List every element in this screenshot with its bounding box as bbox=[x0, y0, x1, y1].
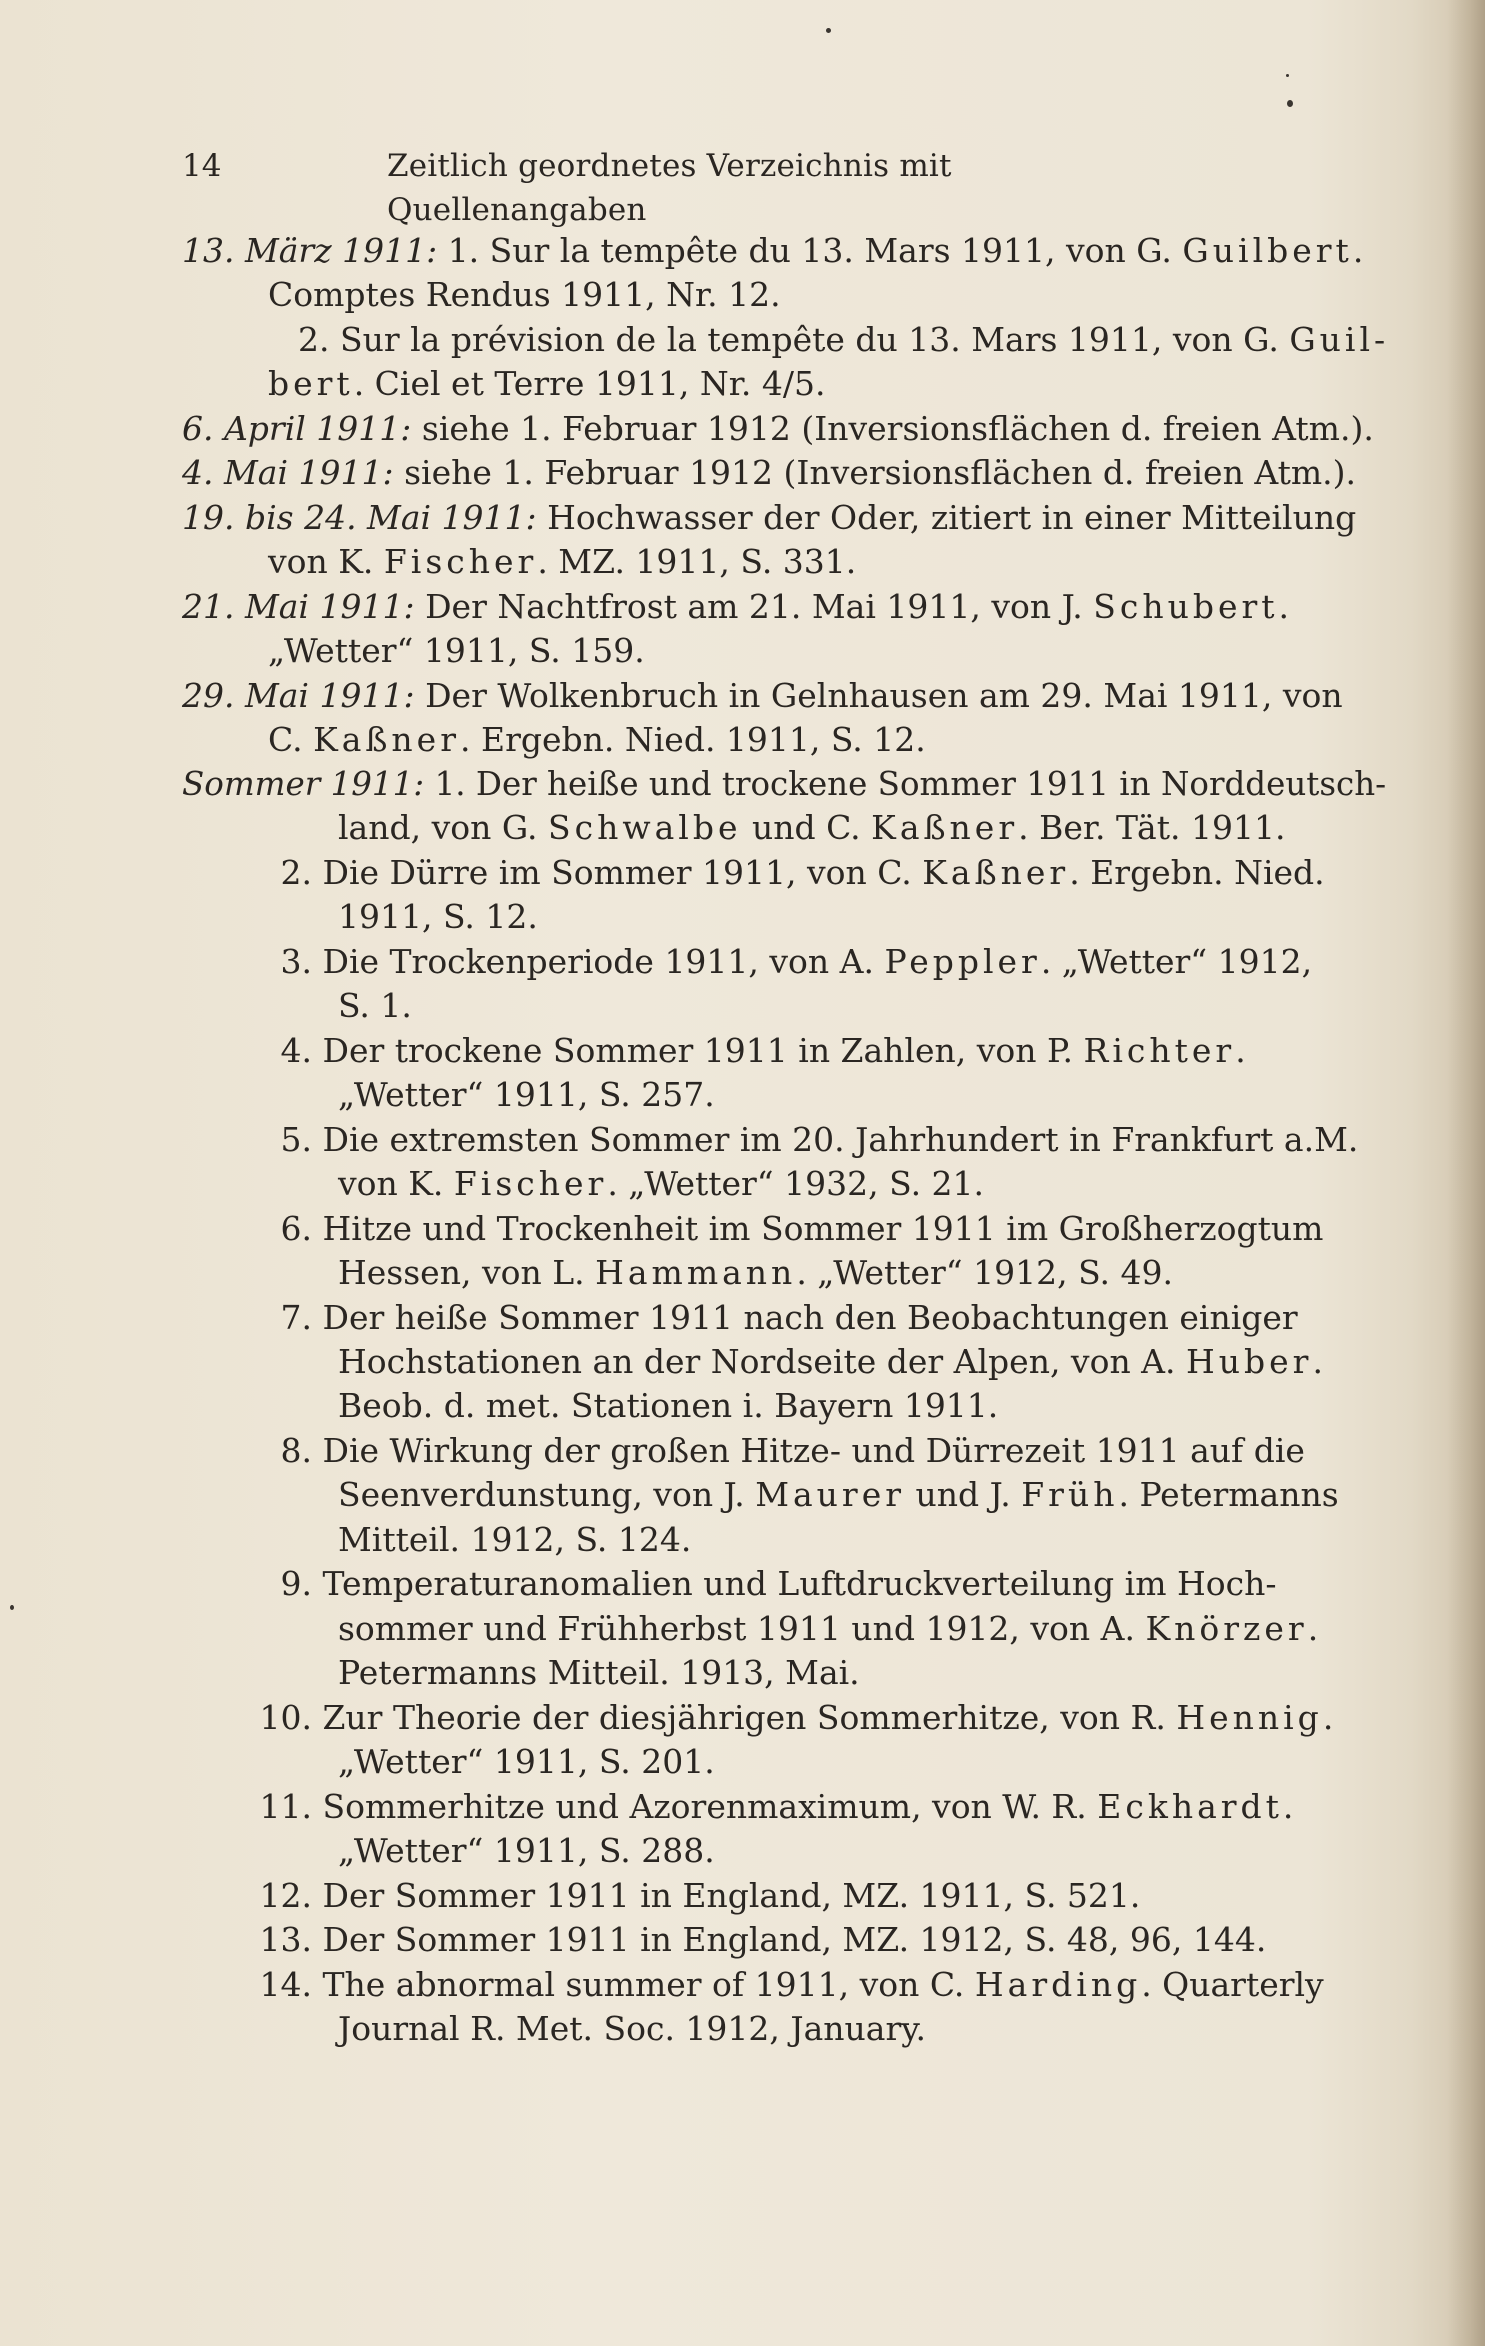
entry-date: 6. April 1911: bbox=[182, 409, 412, 448]
entry-text: Journal R. Met. Soc. 1912, January. bbox=[338, 2009, 926, 2048]
page-number: 14 bbox=[182, 148, 222, 184]
sommer-item-2-line2 bbox=[338, 895, 538, 939]
entry-text: land, von G. bbox=[338, 808, 549, 847]
entry-text: . Ciel et Terre 1911, Nr. 4/5. bbox=[353, 364, 826, 403]
item-number: 6. bbox=[280, 1209, 312, 1248]
entry-sommer-line1 bbox=[182, 762, 1386, 806]
author-name: Kaßner bbox=[313, 720, 460, 759]
entry-text: . „Wetter“ 1912, S. 49. bbox=[796, 1253, 1174, 1292]
entry-date: 13. März 1911: bbox=[182, 231, 438, 270]
sommer-item-5-line2 bbox=[338, 1162, 984, 1206]
sommer-item-7-line2 bbox=[338, 1340, 1323, 1384]
author-name: Knörzer bbox=[1145, 1609, 1308, 1648]
sommer-item-11-line1 bbox=[250, 1785, 1293, 1829]
item-number: 7. bbox=[280, 1298, 312, 1337]
sommer-item-6-line2 bbox=[338, 1251, 1173, 1295]
entry-text: Der Sommer 1911 in England, MZ. 1912, S. 48, 96, 144. bbox=[322, 1920, 1267, 1959]
item-number: 10. bbox=[259, 1698, 312, 1737]
entry-text: . Ber. Tät. 1911. bbox=[1018, 808, 1286, 847]
entry-text: 1. Sur la tempête du 13. Mars 1911, von G. bbox=[447, 231, 1183, 270]
item-number: 8. bbox=[280, 1431, 312, 1470]
sommer-item-9-line2 bbox=[338, 1607, 1318, 1651]
page-edge-shadow bbox=[1447, 0, 1485, 2346]
entry-text: „Wetter“ 1911, S. 159. bbox=[268, 631, 645, 670]
item-number: 11. bbox=[259, 1787, 312, 1826]
entry-date: 4. Mai 1911: bbox=[182, 453, 394, 492]
sommer-item-10-line1 bbox=[250, 1696, 1333, 1740]
author-name: Harding bbox=[974, 1965, 1142, 2004]
entry-text: Sommerhitze und Azorenmaximum, von W. R. bbox=[322, 1787, 1098, 1826]
entry-mai29-line1 bbox=[182, 674, 1343, 718]
author-name: bert bbox=[268, 364, 354, 403]
sommer-item-14-line2 bbox=[338, 2007, 926, 2051]
entry-text: Beob. d. met. Stationen i. Bayern 1911. bbox=[338, 1386, 999, 1425]
author-name: Eckhardt bbox=[1097, 1787, 1283, 1826]
item-number: 5. bbox=[280, 1120, 312, 1159]
entry-april6 bbox=[182, 407, 1374, 451]
entry-text: von K. bbox=[268, 542, 384, 581]
entry-text: Hessen, von L. bbox=[338, 1253, 596, 1292]
sommer-item-4-line1 bbox=[262, 1029, 1246, 1073]
entry-text: „Wetter“ 1911, S. 288. bbox=[338, 1831, 715, 1870]
entry-text: S. 1. bbox=[338, 986, 412, 1025]
entry-date: Sommer 1911: bbox=[182, 765, 425, 803]
entry-text: . Ergebn. Nied. 1911, S. 12. bbox=[460, 720, 926, 759]
entry-date: 29. Mai 1911: bbox=[182, 676, 415, 715]
sommer-item-12 bbox=[250, 1874, 1140, 1918]
sommer-item-14-line1 bbox=[250, 1963, 1324, 2007]
paper-speck bbox=[1287, 100, 1293, 107]
item-number: 2. bbox=[280, 853, 312, 892]
sommer-item-2-line1 bbox=[262, 851, 1325, 895]
author-name: Kaßner bbox=[871, 808, 1019, 847]
author-name: Guilbert bbox=[1182, 231, 1353, 270]
entry-text: . Ergebn. Nied. bbox=[1069, 853, 1325, 892]
entry-text: Der trockene Sommer 1911 in Zahlen, von P. bbox=[322, 1031, 1084, 1070]
author-name: Fischer bbox=[453, 1164, 608, 1203]
page-header bbox=[182, 144, 1202, 228]
entry-text: . bbox=[1352, 231, 1364, 270]
entry-mai19-line1 bbox=[182, 496, 1356, 540]
paper-speck bbox=[1286, 74, 1289, 77]
entry-text: 1911, S. 12. bbox=[338, 897, 538, 936]
entry-text: „Wetter“ 1911, S. 257. bbox=[338, 1075, 715, 1114]
author-name: Früh bbox=[1021, 1475, 1119, 1514]
author-name: Schubert bbox=[1093, 587, 1279, 626]
entry-text: Temperaturanomalien und Luftdruckverteilung im Hoch- bbox=[322, 1564, 1277, 1603]
author-name: Guil- bbox=[1289, 320, 1390, 359]
entry-text: siehe 1. Februar 1912 (Inversionsflächen d. freien Atm.). bbox=[411, 409, 1374, 448]
entry-text: Die Wirkung der großen Hitze- und Dürrezeit 1911 auf die bbox=[322, 1431, 1305, 1470]
author-name: Hennig bbox=[1176, 1698, 1323, 1737]
entry-text: Hochstationen an der Nordseite der Alpen, von A. bbox=[338, 1342, 1186, 1381]
sommer-item-8-line3 bbox=[338, 1518, 691, 1562]
sommer-item-8-line2 bbox=[338, 1473, 1339, 1517]
entry-maerz13-line1 bbox=[182, 229, 1363, 273]
entry-text: . bbox=[1278, 587, 1290, 626]
sommer-item-10-line2 bbox=[338, 1740, 715, 1784]
author-name: Schwalbe bbox=[548, 808, 742, 847]
item-number: 14. bbox=[259, 1965, 312, 2004]
entry-text: . bbox=[1307, 1609, 1319, 1648]
item-number: 9. bbox=[280, 1564, 312, 1603]
entry-text: C. bbox=[268, 720, 314, 759]
entry-text: Petermanns Mitteil. 1913, Mai. bbox=[338, 1653, 860, 1692]
sommer-item-4-line2 bbox=[338, 1073, 715, 1117]
entry-text: und C. bbox=[741, 808, 872, 847]
entry-text: Der Nachtfrost am 21. Mai 1911, von J. bbox=[414, 587, 1094, 626]
entry-text: . „Wetter“ 1912, bbox=[1040, 942, 1313, 981]
running-title: Zeitlich geordnetes Verzeichnis mit Quellenangaben bbox=[387, 148, 952, 228]
sommer-item-5-line1 bbox=[262, 1118, 1358, 1162]
entry-text: . bbox=[1282, 1787, 1294, 1826]
paper-speck bbox=[10, 1605, 14, 1610]
author-name: Peppler bbox=[884, 942, 1041, 981]
entry-text: . Petermanns bbox=[1118, 1475, 1339, 1514]
entry-sommer-line2 bbox=[338, 806, 1285, 850]
sommer-item-9-line3 bbox=[338, 1651, 860, 1695]
entry-text: . bbox=[1312, 1342, 1323, 1381]
entry-mai29-line2 bbox=[268, 718, 926, 762]
sommer-item-7-line1 bbox=[262, 1296, 1298, 1340]
author-name: Kaßner bbox=[922, 853, 1070, 892]
entry-text: . MZ. 1911, S. 331. bbox=[537, 542, 857, 581]
entry-maerz13-line2 bbox=[268, 273, 781, 317]
entry-text: 1. Der heiße und trockene Sommer 1911 in Norddeutsch- bbox=[424, 765, 1387, 803]
entry-text: „Wetter“ 1911, S. 201. bbox=[338, 1742, 715, 1781]
item-number: 3. bbox=[280, 942, 312, 981]
entry-mai21-line1 bbox=[182, 585, 1289, 629]
sommer-item-8-line1 bbox=[262, 1429, 1305, 1473]
entry-text: und J. bbox=[905, 1475, 1022, 1514]
entry-text: siehe 1. Februar 1912 (Inversionsflächen d. freien Atm.). bbox=[393, 453, 1356, 492]
entry-text: Seenverdunstung, von J. bbox=[338, 1475, 756, 1514]
entry-text: von K. bbox=[338, 1164, 454, 1203]
entry-maerz13-line3 bbox=[298, 318, 1389, 362]
entry-text: 2. Sur la prévision de la tempête du 13. Mars 1911, von G. bbox=[298, 320, 1290, 359]
author-name: Fischer bbox=[383, 542, 538, 581]
entry-text: The abnormal summer of 1911, von C. bbox=[322, 1965, 975, 2004]
entry-maerz13-line4 bbox=[268, 362, 825, 406]
item-number: 12. bbox=[259, 1876, 312, 1915]
sommer-item-9-line1 bbox=[262, 1562, 1277, 1606]
item-number: 4. bbox=[280, 1031, 312, 1070]
entry-text: Comptes Rendus 1911, Nr. 12. bbox=[268, 275, 781, 314]
entry-mai4 bbox=[182, 451, 1356, 495]
entry-date: 21. Mai 1911: bbox=[182, 587, 415, 626]
sommer-item-3-line1 bbox=[262, 940, 1312, 984]
sommer-item-6-line1 bbox=[262, 1207, 1323, 1251]
entry-text: Die Dürre im Sommer 1911, von C. bbox=[322, 853, 923, 892]
entry-text: Der Sommer 1911 in England, MZ. 1911, S. 521. bbox=[322, 1876, 1141, 1915]
entry-mai19-line2 bbox=[268, 540, 856, 584]
author-name: Richter bbox=[1083, 1031, 1236, 1070]
entry-text: sommer und Frühherbst 1911 und 1912, von A. bbox=[338, 1609, 1146, 1648]
entry-mai21-line2 bbox=[268, 629, 645, 673]
entry-text: . „Wetter“ 1932, S. 21. bbox=[607, 1164, 985, 1203]
sommer-item-3-line2 bbox=[338, 984, 412, 1028]
entry-text: . Quarterly bbox=[1141, 1965, 1324, 2004]
entry-text: Der heiße Sommer 1911 nach den Beobachtungen einiger bbox=[322, 1298, 1298, 1337]
entry-text: Hochwasser der Oder, zitiert in einer Mitteilung bbox=[536, 498, 1357, 537]
author-name: Huber bbox=[1186, 1342, 1313, 1381]
entry-date: 19. bis 24. Mai 1911: bbox=[182, 498, 537, 537]
sommer-item-13 bbox=[250, 1918, 1266, 1962]
paper-speck bbox=[826, 28, 831, 33]
author-name: Maurer bbox=[755, 1475, 906, 1514]
entry-text: Der Wolkenbruch in Gelnhausen am 29. Mai 1911, von bbox=[414, 676, 1343, 715]
author-name: Hammann bbox=[595, 1253, 797, 1292]
entry-text: . bbox=[1322, 1698, 1334, 1737]
item-number: 13. bbox=[259, 1920, 312, 1959]
entry-text: . bbox=[1235, 1031, 1246, 1070]
sommer-item-11-line2 bbox=[338, 1829, 715, 1873]
entry-text: Zur Theorie der diesjährigen Sommerhitze, von R. bbox=[322, 1698, 1177, 1737]
entry-text: Mitteil. 1912, S. 124. bbox=[338, 1520, 692, 1559]
sommer-item-7-line3 bbox=[338, 1384, 998, 1428]
entry-text: Die extremsten Sommer im 20. Jahrhundert in Frankfurt a.M. bbox=[322, 1120, 1359, 1159]
entry-text: Hitze und Trockenheit im Sommer 1911 im Großherzogtum bbox=[322, 1209, 1324, 1248]
entry-text: Die Trockenperiode 1911, von A. bbox=[322, 942, 885, 981]
